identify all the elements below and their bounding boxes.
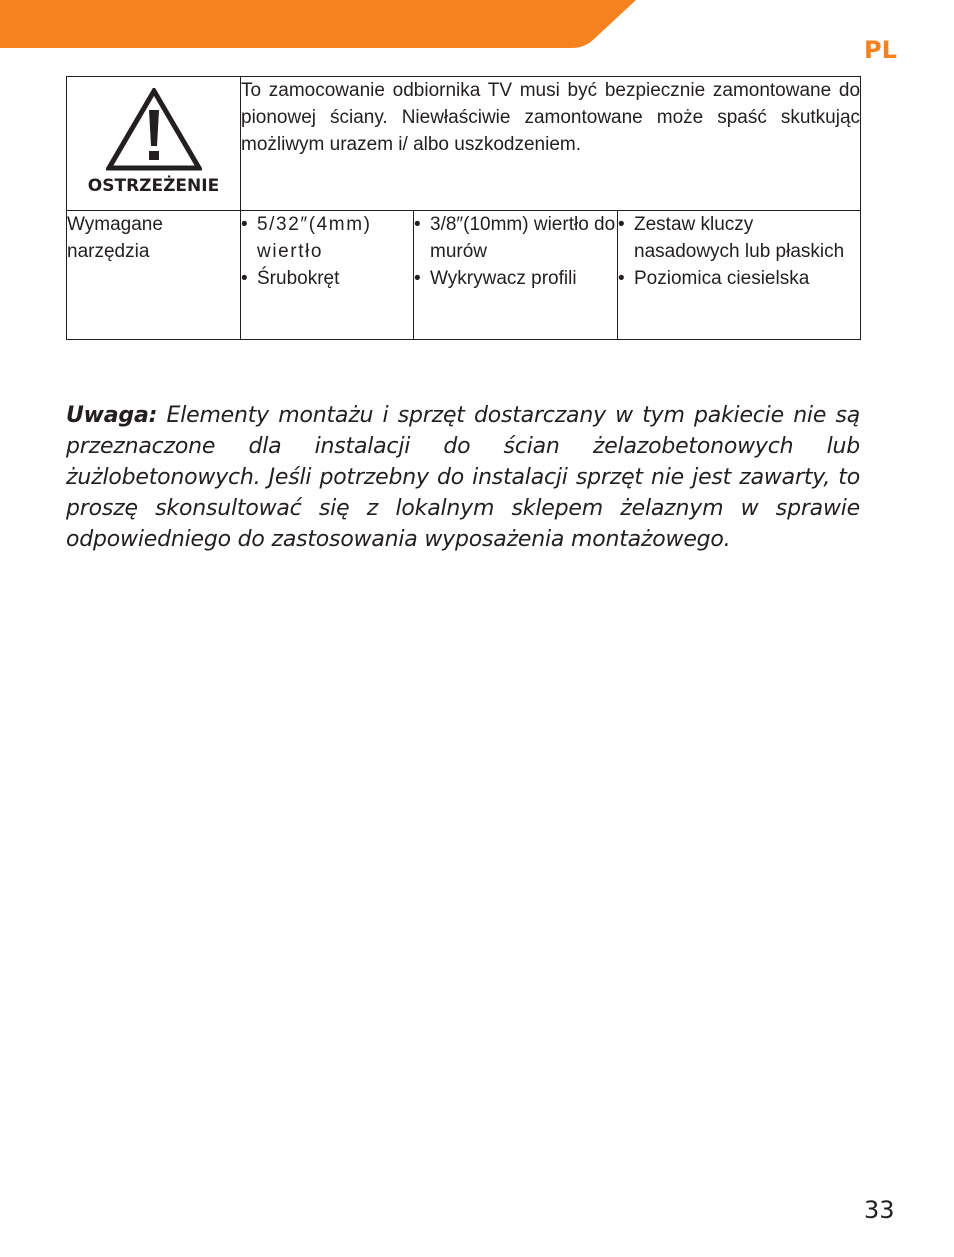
list-item (414, 211, 617, 265)
warning-text: To zamocowanie odbiornika TV musi być bezpiecznie zamontowane do pionowej ściany. Niewłaściwie zamontowane może spaść skutkując możliwym urazem i/ albo uszkodzeniem. (241, 77, 861, 211)
list-item (414, 265, 617, 292)
tool-list (241, 211, 413, 292)
tool-item-text: 3/8″(10mm) wiertło do murów (430, 214, 616, 262)
tools-label: Wymagane narzędzia (67, 211, 241, 340)
list-item (241, 265, 413, 292)
bullet: • (241, 214, 248, 235)
tool-list (414, 211, 617, 292)
bullet: • (414, 214, 421, 235)
tools-column-1 (241, 211, 414, 340)
list-item (241, 211, 413, 265)
warning-and-tools-table (66, 76, 861, 340)
tool-item-text: Zestaw kluczy nasadowych lub płaskich (634, 214, 845, 262)
tool-item-text: 5/32″(4mm) wiertło (257, 214, 372, 262)
bullet: • (414, 268, 421, 289)
list-item (618, 265, 860, 292)
page-number: 33 (864, 1196, 895, 1224)
language-label: PL (864, 36, 897, 64)
warning-label: OSTRZEŻENIE (87, 176, 220, 196)
tool-item-text: Śrubokręt (257, 268, 340, 289)
list-item (618, 211, 860, 265)
note-lead: Uwaga: (66, 403, 158, 428)
bullet: • (618, 214, 625, 235)
tool-item-text: Poziomica ciesielska (634, 268, 810, 289)
bullet: • (618, 268, 625, 289)
tool-item-text: Wykrywacz profili (430, 268, 577, 289)
tool-list (618, 211, 860, 292)
note-text: Elementy montażu i sprzęt dostarczany w tym pakiecie nie są przeznaczone dla instalacji do ścian żelazobetonowych lub żużlobetonowych. Jeśli potrzebny do instalacji sprzęt nie jest zawarty, to proszę skonsultować się z lokalnym sklepem żelaznym w sprawie odpowiedniego do zastosowania wyposażenia montażowego. (66, 403, 860, 552)
warning-triangle-icon (106, 88, 202, 172)
tools-column-3 (618, 211, 861, 340)
note-paragraph (66, 400, 860, 555)
warning-row (67, 77, 861, 211)
bullet: • (241, 268, 248, 289)
header-accent-bar (0, 0, 636, 48)
tools-column-2 (414, 211, 618, 340)
warning-cell (67, 77, 241, 211)
tools-row (67, 211, 861, 340)
